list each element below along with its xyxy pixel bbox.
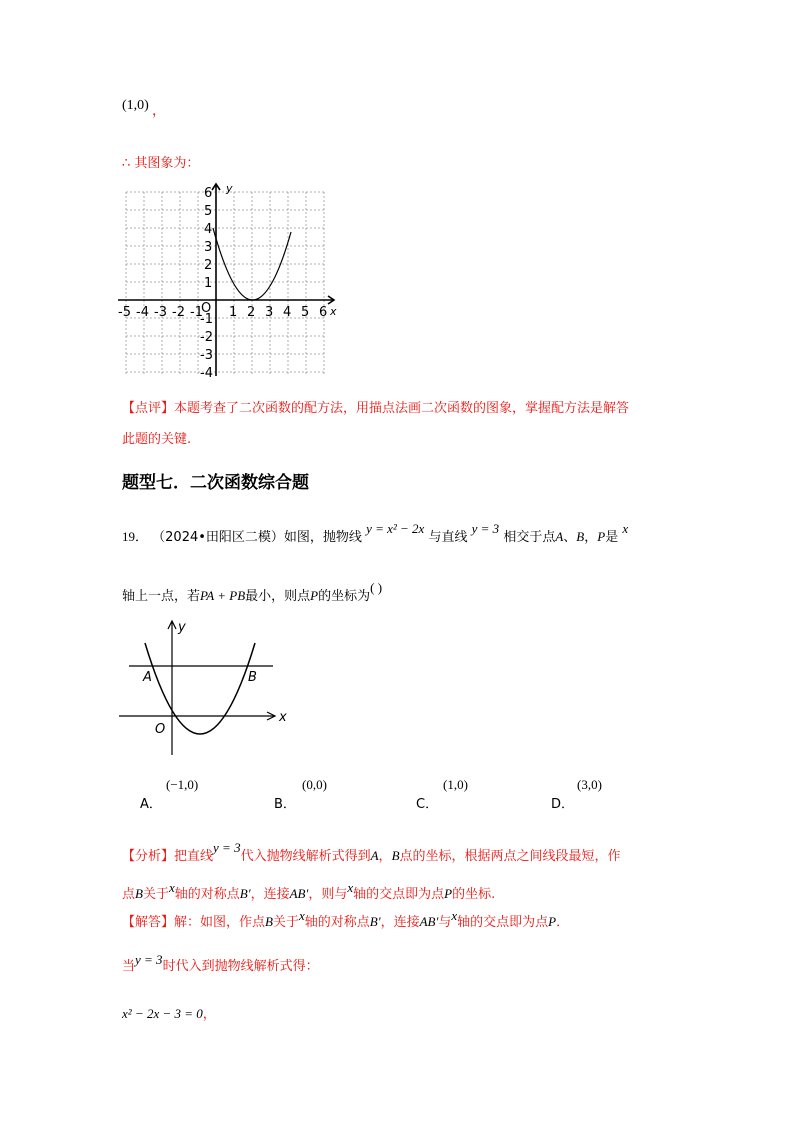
analysis-text: 的坐标. (452, 887, 496, 902)
parabola-equation: y = x² − 2x (366, 521, 425, 536)
axes (119, 621, 275, 755)
x-tick: 4 (283, 305, 292, 320)
question-source: （2024•田阳区二模）如图，抛物线 (152, 530, 362, 545)
analysis-text: ，则与 (308, 887, 348, 902)
point-b-label: B (248, 670, 257, 685)
comment-line-1 (122, 397, 629, 416)
final-equation-line (122, 1003, 216, 1022)
y-tick: 1 (204, 276, 213, 291)
separator: ， (584, 530, 598, 545)
option-c-letter[interactable]: C． (416, 797, 439, 812)
solution-text: 轴的交点即为点 (457, 915, 549, 930)
point-p: P (597, 529, 606, 544)
x-variable: x (299, 908, 305, 923)
y-tick: 3 (204, 240, 213, 255)
solution-text: 与 (438, 915, 452, 930)
analysis-line-2 (122, 880, 496, 902)
x-tick: -3 (154, 305, 167, 320)
analysis-text: 点的坐标，根据两点之间线段最短，作 (399, 849, 621, 864)
axes (118, 184, 334, 376)
analysis-text: 把直线 (174, 849, 214, 864)
x-tick: -1 (190, 305, 203, 320)
when-line (122, 952, 319, 974)
analysis-text: 轴的对称点 (174, 887, 240, 902)
grid-lines (126, 192, 324, 376)
y-tick: 6 (204, 186, 213, 201)
question-intersect: 相交于点 (503, 530, 556, 545)
final-punct: ， (202, 1007, 216, 1022)
comment-tag: 【点评】 (122, 401, 175, 416)
analysis-tag: 【分析】 (122, 849, 175, 864)
when-text: 当 (122, 959, 136, 974)
separator: 、 (563, 530, 577, 545)
final-equation: x² − 2x − 3 = 0 (122, 1006, 203, 1021)
analysis-text: 关于 (142, 887, 169, 902)
question-with-line: 与直线 (428, 530, 468, 545)
graph1-origin-label: O (201, 301, 212, 316)
x-variable: x (168, 880, 175, 895)
y-tick: -3 (200, 348, 213, 363)
segment-ab-prime: AB′ (289, 886, 309, 901)
parabola-curve (145, 643, 255, 734)
x-tick: 1 (229, 305, 238, 320)
analysis-text: 代入抛物线解析式得到 (240, 849, 371, 864)
graph1-y-label: y (226, 182, 233, 195)
y-tick: -1 (200, 312, 213, 327)
point-b: B (135, 886, 143, 901)
top-result: (1,0) (122, 98, 149, 113)
question-line-2 (122, 580, 383, 604)
question-line-1 (122, 521, 629, 545)
when-eq: y = 3 (135, 952, 163, 967)
option-a-value: (−1,0) (166, 777, 199, 792)
x-tick: 6 (319, 305, 328, 320)
y-tick: -2 (200, 330, 213, 345)
point-b: B (576, 529, 585, 544)
analysis-text: ，连接 (250, 887, 290, 902)
point-b-prime: B′ (369, 914, 381, 929)
question-text: 的坐标为 (318, 589, 371, 604)
point-p: P (444, 886, 453, 901)
y-tick: 2 (204, 258, 213, 273)
separator: ， (378, 849, 392, 864)
y-tick: -4 (200, 366, 213, 380)
question-number: 19． (122, 529, 149, 544)
option-a-letter[interactable]: A． (140, 797, 162, 812)
analysis-text: 点 (122, 887, 136, 902)
segment-ab-prime: AB′ (419, 914, 439, 929)
analysis-text: 轴的交点即为点 (353, 887, 445, 902)
question-is: 是 (605, 530, 619, 545)
question-text: 最小，则点 (245, 589, 311, 604)
top-result-punct: ， (152, 103, 166, 119)
solution-text: ，连接 (380, 915, 420, 930)
x-tick: -4 (136, 305, 149, 320)
point-a-label: A (143, 670, 152, 685)
x-tick: -5 (118, 305, 131, 320)
option-b-letter[interactable]: B． (274, 797, 296, 812)
point-a: A (555, 529, 564, 544)
solution-line (122, 908, 570, 930)
analysis-line-1 (122, 840, 621, 864)
graph-parabola-grid (112, 180, 352, 380)
x-tick: -2 (172, 305, 185, 320)
x-tick: 3 (265, 305, 274, 320)
option-d-value: (3,0) (577, 777, 602, 792)
solution-text: ． (556, 915, 570, 930)
option-d-letter[interactable]: D． (551, 797, 575, 812)
x-variable: x (451, 908, 458, 923)
point-b: B (391, 848, 400, 863)
x-variable: x (347, 880, 354, 895)
solution-tag: 【解答】 (122, 915, 175, 930)
section-title: 题型七．二次函数综合题 (122, 473, 309, 493)
point-b: B (265, 914, 273, 929)
graph2-x-label: x (279, 710, 287, 725)
sum-expression: PA + PB (200, 588, 246, 603)
comment-text-1: 本题考查了二次函数的配方法，用描点法画二次函数的图象，掌握配方法是解答 (174, 401, 630, 416)
point-b-prime: B′ (239, 886, 251, 901)
point-a: A (370, 848, 379, 863)
analysis-eq: y = 3 (213, 840, 241, 855)
option-b-value: (0,0) (302, 777, 327, 792)
comment-line-2: 此题的关键. (122, 432, 192, 447)
option-c-value: (1,0) (443, 777, 468, 792)
therefore-text: ∴ 其图象为： (122, 156, 200, 171)
graph2-origin-label: O (155, 722, 166, 737)
solution-text: 关于 (272, 915, 299, 930)
x-tick: 2 (247, 305, 256, 320)
graph1-x-label: x (330, 305, 337, 318)
y-tick: 5 (204, 204, 213, 219)
solution-text: 轴的对称点 (304, 915, 370, 930)
line-equation: y = 3 (471, 521, 500, 536)
point-p-2: P (310, 588, 319, 603)
answer-blank: ( ) (370, 580, 383, 595)
solution-text: 解：如图，作点 (174, 915, 266, 930)
y-tick: 4 (204, 222, 213, 237)
x-tick: 5 (301, 305, 310, 320)
question-text: 轴上一点，若 (122, 589, 201, 604)
when-text: 时代入到抛物线解析式得： (162, 959, 319, 974)
point-p: P (548, 914, 557, 929)
graph-parabola-line (115, 615, 295, 760)
graph2-y-label: y (178, 620, 186, 635)
x-variable: x (622, 521, 629, 536)
